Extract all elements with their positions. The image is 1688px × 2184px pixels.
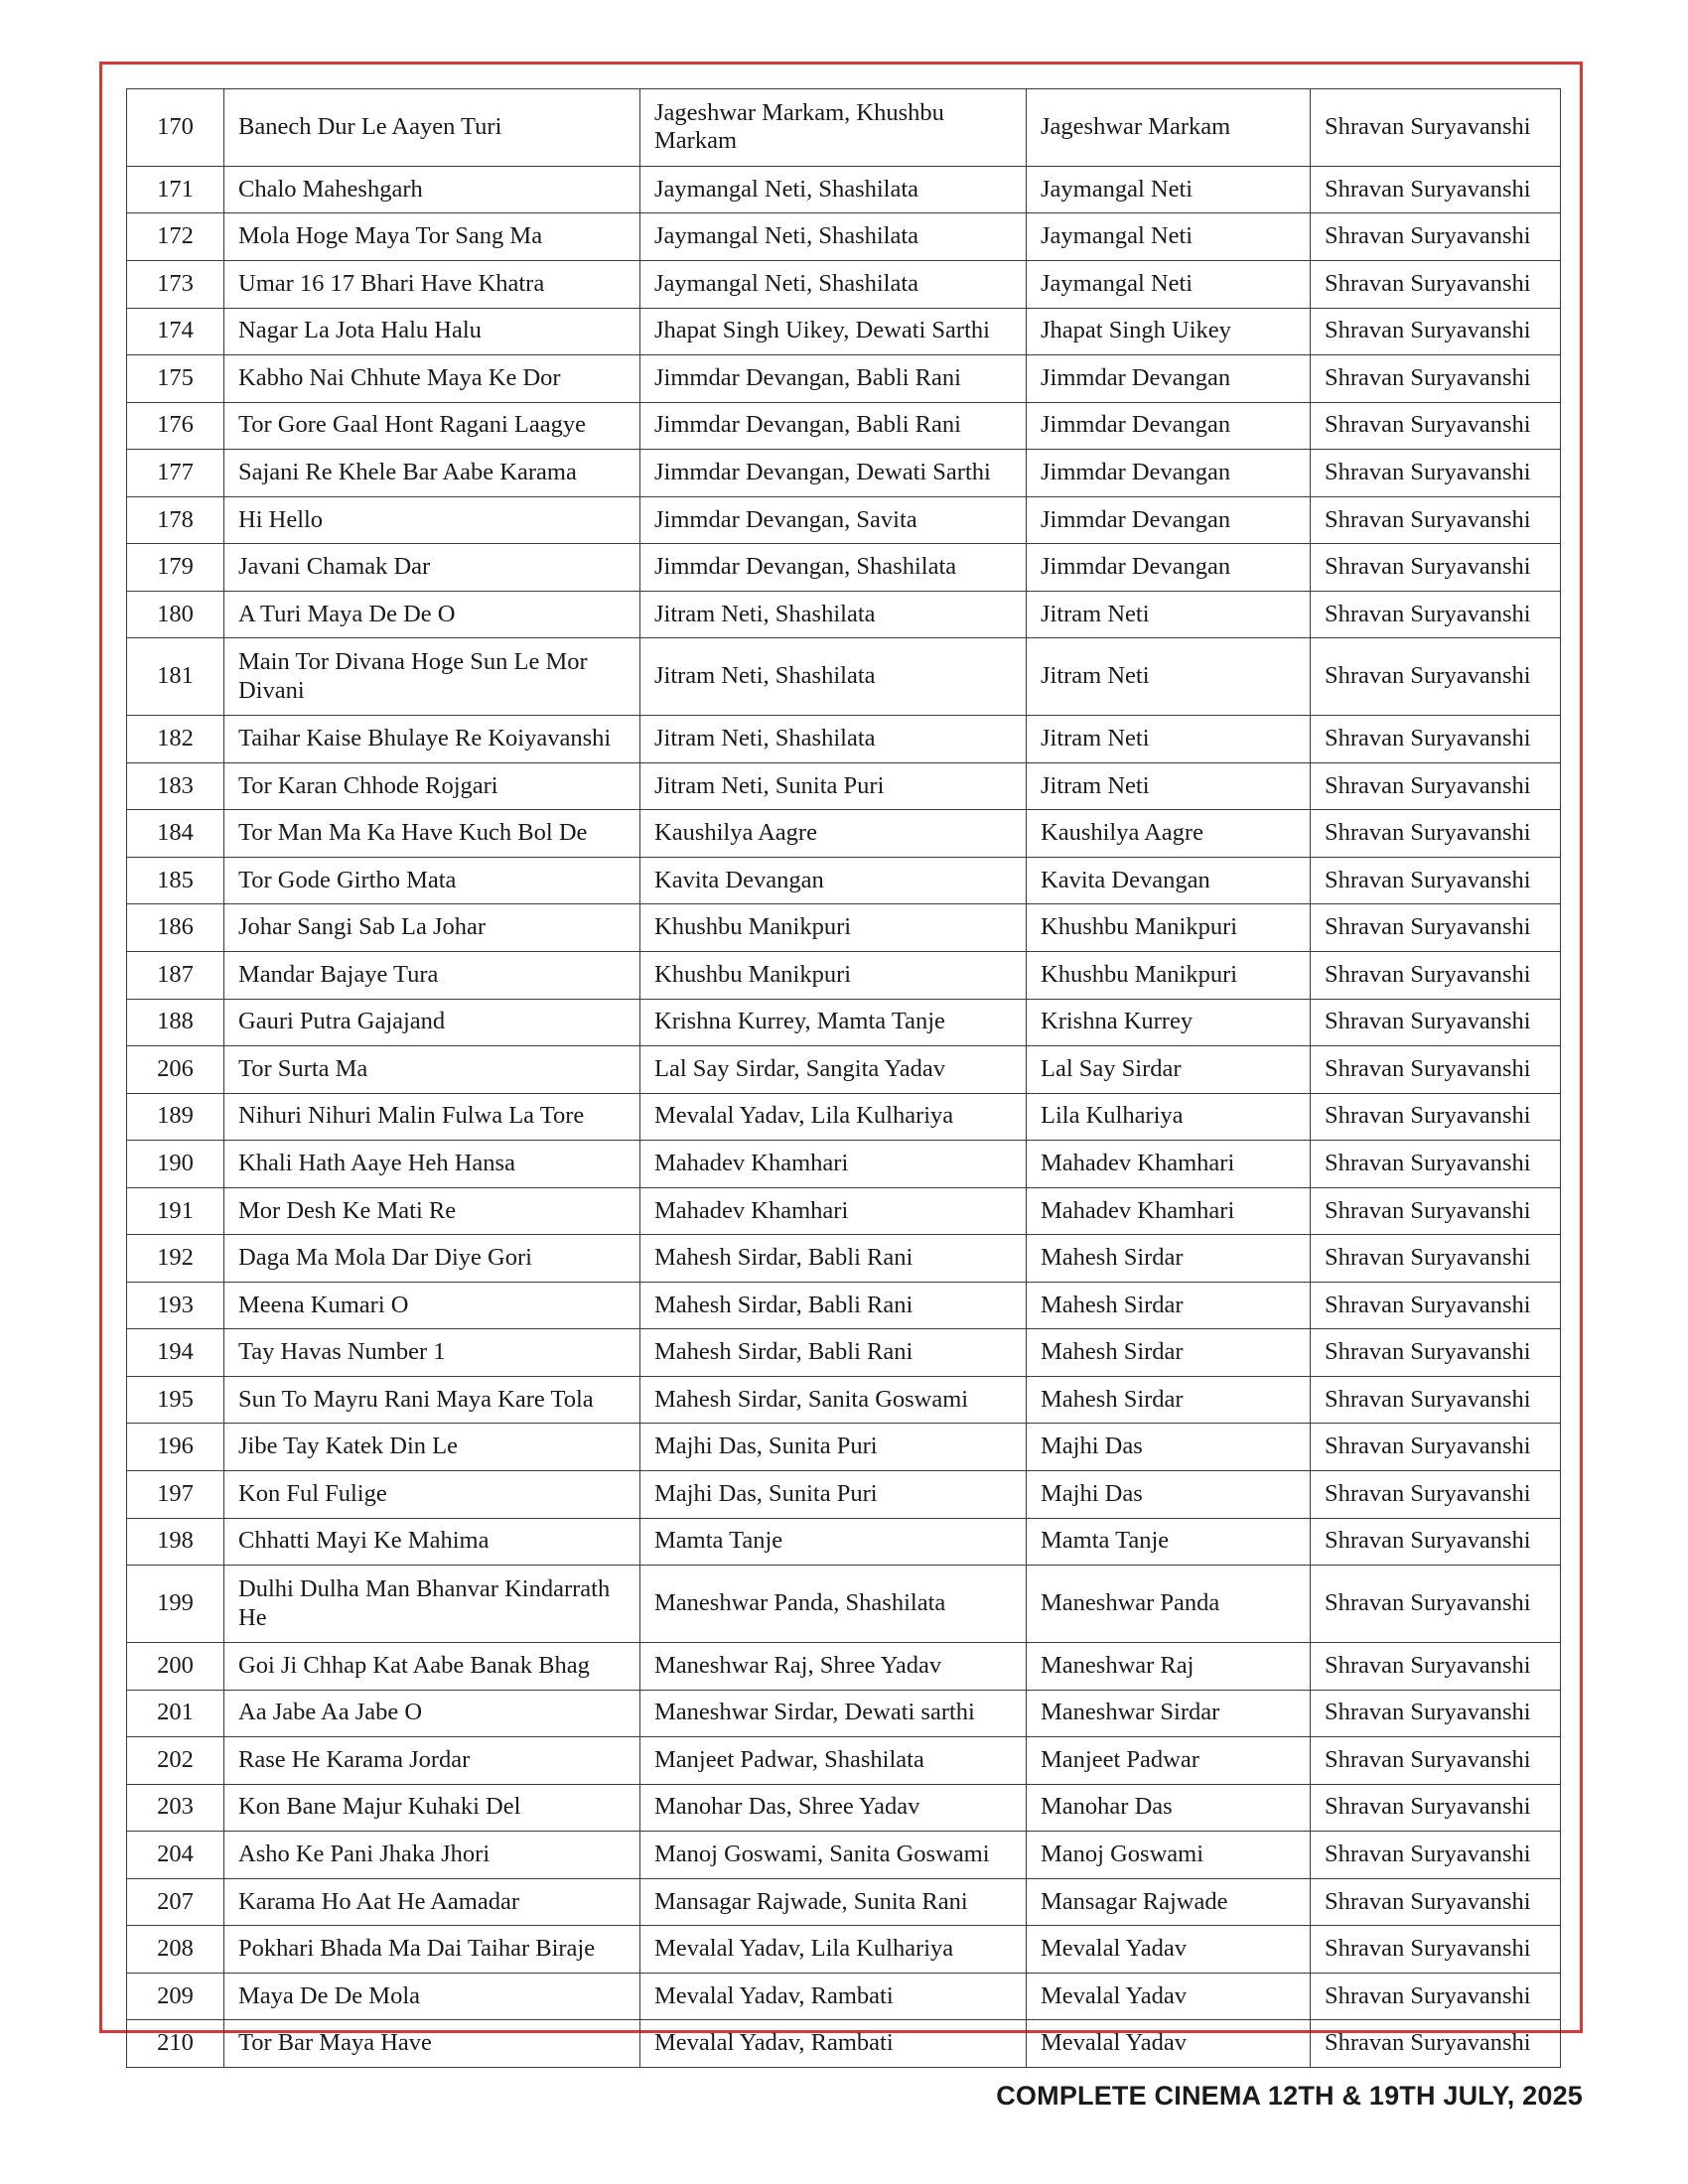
lyricist-cell: Lila Kulhariya xyxy=(1027,1093,1311,1141)
composer-cell: Shravan Suryavanshi xyxy=(1311,1329,1561,1377)
lyricist-cell: Mahadev Khamhari xyxy=(1027,1187,1311,1235)
composer-cell: Shravan Suryavanshi xyxy=(1311,951,1561,999)
composer-cell: Shravan Suryavanshi xyxy=(1311,857,1561,904)
singers-cell: Manjeet Padwar, Shashilata xyxy=(640,1737,1027,1785)
table-row xyxy=(127,1518,1561,1566)
composer-cell: Shravan Suryavanshi xyxy=(1311,762,1561,810)
composer-cell: Shravan Suryavanshi xyxy=(1311,260,1561,308)
singers-cell: Jitram Neti, Sunita Puri xyxy=(640,762,1027,810)
table-row xyxy=(127,1566,1561,1643)
table-row xyxy=(127,166,1561,213)
composer-cell: Shravan Suryavanshi xyxy=(1311,999,1561,1046)
song-number-cell: 195 xyxy=(127,1376,224,1424)
song-number-cell: 200 xyxy=(127,1642,224,1690)
song-number-cell: 206 xyxy=(127,1046,224,1094)
song-number-cell: 210 xyxy=(127,2020,224,2068)
song-title-cell: A Turi Maya De De O xyxy=(224,591,640,638)
song-title-cell: Umar 16 17 Bhari Have Khatra xyxy=(224,260,640,308)
composer-cell: Shravan Suryavanshi xyxy=(1311,1376,1561,1424)
song-number-cell: 171 xyxy=(127,166,224,213)
singers-cell: Jitram Neti, Shashilata xyxy=(640,638,1027,716)
table-row xyxy=(127,1376,1561,1424)
singers-cell: Majhi Das, Sunita Puri xyxy=(640,1424,1027,1471)
lyricist-cell: Krishna Kurrey xyxy=(1027,999,1311,1046)
song-title-cell: Khali Hath Aaye Heh Hansa xyxy=(224,1141,640,1188)
composer-cell: Shravan Suryavanshi xyxy=(1311,1784,1561,1832)
table-row xyxy=(127,213,1561,261)
table-row xyxy=(127,450,1561,497)
song-title-cell: Jibe Tay Katek Din Le xyxy=(224,1424,640,1471)
table-row xyxy=(127,496,1561,544)
lyricist-cell: Jitram Neti xyxy=(1027,591,1311,638)
table-row xyxy=(127,2020,1561,2068)
lyricist-cell: Jimmdar Devangan xyxy=(1027,496,1311,544)
song-number-cell: 196 xyxy=(127,1424,224,1471)
singers-cell: Mahesh Sirdar, Sanita Goswami xyxy=(640,1376,1027,1424)
song-number-cell: 183 xyxy=(127,762,224,810)
song-number-cell: 187 xyxy=(127,951,224,999)
lyricist-cell: Mevalal Yadav xyxy=(1027,1973,1311,2020)
table-row xyxy=(127,402,1561,450)
song-number-cell: 201 xyxy=(127,1690,224,1737)
songs-table xyxy=(126,88,1561,2068)
composer-cell: Shravan Suryavanshi xyxy=(1311,1832,1561,1879)
table-row xyxy=(127,1737,1561,1785)
table-row xyxy=(127,999,1561,1046)
song-number-cell: 174 xyxy=(127,308,224,355)
singers-cell: Lal Say Sirdar, Sangita Yadav xyxy=(640,1046,1027,1094)
singers-cell: Jaymangal Neti, Shashilata xyxy=(640,260,1027,308)
singers-cell: Mahesh Sirdar, Babli Rani xyxy=(640,1235,1027,1283)
composer-cell: Shravan Suryavanshi xyxy=(1311,1878,1561,1926)
singers-cell: Mahesh Sirdar, Babli Rani xyxy=(640,1329,1027,1377)
singers-cell: Jimmdar Devangan, Babli Rani xyxy=(640,402,1027,450)
lyricist-cell: Mevalal Yadav xyxy=(1027,2020,1311,2068)
song-title-cell: Maya De De Mola xyxy=(224,1973,640,2020)
composer-cell: Shravan Suryavanshi xyxy=(1311,1235,1561,1283)
song-title-cell: Kon Ful Fulige xyxy=(224,1471,640,1519)
lyricist-cell: Mamta Tanje xyxy=(1027,1518,1311,1566)
song-title-cell: Asho Ke Pani Jhaka Jhori xyxy=(224,1832,640,1879)
table-row xyxy=(127,1187,1561,1235)
table-row xyxy=(127,1973,1561,2020)
lyricist-cell: Jaymangal Neti xyxy=(1027,166,1311,213)
song-title-cell: Kon Bane Majur Kuhaki Del xyxy=(224,1784,640,1832)
singers-cell: Mahesh Sirdar, Babli Rani xyxy=(640,1282,1027,1329)
table-row xyxy=(127,951,1561,999)
composer-cell: Shravan Suryavanshi xyxy=(1311,1737,1561,1785)
song-title-cell: Mor Desh Ke Mati Re xyxy=(224,1187,640,1235)
singers-cell: Jageshwar Markam, Khushbu Markam xyxy=(640,89,1027,167)
table-row xyxy=(127,260,1561,308)
composer-cell: Shravan Suryavanshi xyxy=(1311,1424,1561,1471)
song-title-cell: Nihuri Nihuri Malin Fulwa La Tore xyxy=(224,1093,640,1141)
song-number-cell: 176 xyxy=(127,402,224,450)
song-title-cell: Mandar Bajaye Tura xyxy=(224,951,640,999)
song-title-cell: Tor Man Ma Ka Have Kuch Bol De xyxy=(224,810,640,858)
composer-cell: Shravan Suryavanshi xyxy=(1311,1187,1561,1235)
song-title-cell: Dulhi Dulha Man Bhanvar Kindarrath He xyxy=(224,1566,640,1643)
song-number-cell: 193 xyxy=(127,1282,224,1329)
song-number-cell: 179 xyxy=(127,544,224,592)
song-number-cell: 182 xyxy=(127,716,224,763)
song-title-cell: Tor Bar Maya Have xyxy=(224,2020,640,2068)
composer-cell: Shravan Suryavanshi xyxy=(1311,1046,1561,1094)
table-row xyxy=(127,1329,1561,1377)
singers-cell: Khushbu Manikpuri xyxy=(640,951,1027,999)
song-title-cell: Karama Ho Aat He Aamadar xyxy=(224,1878,640,1926)
table-row xyxy=(127,355,1561,403)
song-title-cell: Tor Surta Ma xyxy=(224,1046,640,1094)
singers-cell: Krishna Kurrey, Mamta Tanje xyxy=(640,999,1027,1046)
table-row xyxy=(127,1926,1561,1974)
composer-cell: Shravan Suryavanshi xyxy=(1311,166,1561,213)
song-title-cell: Main Tor Divana Hoge Sun Le Mor Divani xyxy=(224,638,640,716)
lyricist-cell: Mahesh Sirdar xyxy=(1027,1376,1311,1424)
composer-cell: Shravan Suryavanshi xyxy=(1311,1141,1561,1188)
song-title-cell: Chhatti Mayi Ke Mahima xyxy=(224,1518,640,1566)
lyricist-cell: Jaymangal Neti xyxy=(1027,213,1311,261)
lyricist-cell: Jimmdar Devangan xyxy=(1027,544,1311,592)
composer-cell: Shravan Suryavanshi xyxy=(1311,904,1561,952)
table-row xyxy=(127,308,1561,355)
song-number-cell: 180 xyxy=(127,591,224,638)
song-title-cell: Johar Sangi Sab La Johar xyxy=(224,904,640,952)
song-number-cell: 186 xyxy=(127,904,224,952)
table-row xyxy=(127,1690,1561,1737)
singers-cell: Mevalal Yadav, Lila Kulhariya xyxy=(640,1926,1027,1974)
composer-cell: Shravan Suryavanshi xyxy=(1311,1093,1561,1141)
lyricist-cell: Khushbu Manikpuri xyxy=(1027,951,1311,999)
table-row xyxy=(127,1642,1561,1690)
page-frame xyxy=(99,62,1583,2057)
song-title-cell: Sajani Re Khele Bar Aabe Karama xyxy=(224,450,640,497)
singers-cell: Khushbu Manikpuri xyxy=(640,904,1027,952)
singers-cell: Majhi Das, Sunita Puri xyxy=(640,1471,1027,1519)
song-number-cell: 194 xyxy=(127,1329,224,1377)
composer-cell: Shravan Suryavanshi xyxy=(1311,89,1561,167)
song-title-cell: Hi Hello xyxy=(224,496,640,544)
composer-cell: Shravan Suryavanshi xyxy=(1311,544,1561,592)
song-number-cell: 189 xyxy=(127,1093,224,1141)
song-title-cell: Daga Ma Mola Dar Diye Gori xyxy=(224,1235,640,1283)
singers-cell: Maneshwar Raj, Shree Yadav xyxy=(640,1642,1027,1690)
song-title-cell: Gauri Putra Gajajand xyxy=(224,999,640,1046)
singers-cell: Manoj Goswami, Sanita Goswami xyxy=(640,1832,1027,1879)
composer-cell: Shravan Suryavanshi xyxy=(1311,2020,1561,2068)
song-number-cell: 177 xyxy=(127,450,224,497)
singers-cell: Jaymangal Neti, Shashilata xyxy=(640,213,1027,261)
singers-cell: Kavita Devangan xyxy=(640,857,1027,904)
song-number-cell: 184 xyxy=(127,810,224,858)
singers-cell: Mahadev Khamhari xyxy=(640,1187,1027,1235)
singers-cell: Jimmdar Devangan, Babli Rani xyxy=(640,355,1027,403)
composer-cell: Shravan Suryavanshi xyxy=(1311,1282,1561,1329)
song-title-cell: Aa Jabe Aa Jabe O xyxy=(224,1690,640,1737)
table-row xyxy=(127,1093,1561,1141)
table-row xyxy=(127,1471,1561,1519)
composer-cell: Shravan Suryavanshi xyxy=(1311,213,1561,261)
composer-cell: Shravan Suryavanshi xyxy=(1311,1566,1561,1643)
song-number-cell: 172 xyxy=(127,213,224,261)
singers-cell: Kaushilya Aagre xyxy=(640,810,1027,858)
lyricist-cell: Khushbu Manikpuri xyxy=(1027,904,1311,952)
table-row xyxy=(127,1832,1561,1879)
composer-cell: Shravan Suryavanshi xyxy=(1311,638,1561,716)
lyricist-cell: Jaymangal Neti xyxy=(1027,260,1311,308)
song-title-cell: Nagar La Jota Halu Halu xyxy=(224,308,640,355)
song-title-cell: Tor Gode Girtho Mata xyxy=(224,857,640,904)
song-number-cell: 181 xyxy=(127,638,224,716)
table-row xyxy=(127,716,1561,763)
table-row xyxy=(127,857,1561,904)
singers-cell: Jhapat Singh Uikey, Dewati Sarthi xyxy=(640,308,1027,355)
lyricist-cell: Jageshwar Markam xyxy=(1027,89,1311,167)
song-number-cell: 209 xyxy=(127,1973,224,2020)
song-title-cell: Mola Hoge Maya Tor Sang Ma xyxy=(224,213,640,261)
song-number-cell: 198 xyxy=(127,1518,224,1566)
song-title-cell: Tor Gore Gaal Hont Ragani Laagye xyxy=(224,402,640,450)
song-title-cell: Rase He Karama Jordar xyxy=(224,1737,640,1785)
song-number-cell: 170 xyxy=(127,89,224,167)
singers-cell: Jitram Neti, Shashilata xyxy=(640,716,1027,763)
lyricist-cell: Manoj Goswami xyxy=(1027,1832,1311,1879)
table-row xyxy=(127,1424,1561,1471)
song-number-cell: 207 xyxy=(127,1878,224,1926)
song-title-cell: Javani Chamak Dar xyxy=(224,544,640,592)
composer-cell: Shravan Suryavanshi xyxy=(1311,1471,1561,1519)
composer-cell: Shravan Suryavanshi xyxy=(1311,355,1561,403)
composer-cell: Shravan Suryavanshi xyxy=(1311,308,1561,355)
lyricist-cell: Mahadev Khamhari xyxy=(1027,1141,1311,1188)
lyricist-cell: Majhi Das xyxy=(1027,1424,1311,1471)
song-title-cell: Pokhari Bhada Ma Dai Taihar Biraje xyxy=(224,1926,640,1974)
lyricist-cell: Maneshwar Sirdar xyxy=(1027,1690,1311,1737)
singers-cell: Mamta Tanje xyxy=(640,1518,1027,1566)
lyricist-cell: Jitram Neti xyxy=(1027,762,1311,810)
song-number-cell: 197 xyxy=(127,1471,224,1519)
table-row xyxy=(127,591,1561,638)
song-title-cell: Goi Ji Chhap Kat Aabe Banak Bhag xyxy=(224,1642,640,1690)
song-title-cell: Tay Havas Number 1 xyxy=(224,1329,640,1377)
table-row xyxy=(127,810,1561,858)
song-title-cell: Tor Karan Chhode Rojgari xyxy=(224,762,640,810)
song-number-cell: 202 xyxy=(127,1737,224,1785)
lyricist-cell: Mahesh Sirdar xyxy=(1027,1282,1311,1329)
singers-cell: Mahadev Khamhari xyxy=(640,1141,1027,1188)
table-row xyxy=(127,1141,1561,1188)
composer-cell: Shravan Suryavanshi xyxy=(1311,1518,1561,1566)
singers-cell: Jaymangal Neti, Shashilata xyxy=(640,166,1027,213)
table-row xyxy=(127,1784,1561,1832)
song-number-cell: 199 xyxy=(127,1566,224,1643)
lyricist-cell: Jitram Neti xyxy=(1027,716,1311,763)
lyricist-cell: Mahesh Sirdar xyxy=(1027,1329,1311,1377)
singers-cell: Jimmdar Devangan, Dewati Sarthi xyxy=(640,450,1027,497)
singers-cell: Maneshwar Sirdar, Dewati sarthi xyxy=(640,1690,1027,1737)
composer-cell: Shravan Suryavanshi xyxy=(1311,810,1561,858)
song-title-cell: Taihar Kaise Bhulaye Re Koiyavanshi xyxy=(224,716,640,763)
song-number-cell: 178 xyxy=(127,496,224,544)
singers-cell: Mansagar Rajwade, Sunita Rani xyxy=(640,1878,1027,1926)
song-title-cell: Chalo Maheshgarh xyxy=(224,166,640,213)
table-row xyxy=(127,1235,1561,1283)
lyricist-cell: Manjeet Padwar xyxy=(1027,1737,1311,1785)
table-row xyxy=(127,904,1561,952)
lyricist-cell: Kavita Devangan xyxy=(1027,857,1311,904)
singers-cell: Maneshwar Panda, Shashilata xyxy=(640,1566,1027,1643)
lyricist-cell: Mansagar Rajwade xyxy=(1027,1878,1311,1926)
song-number-cell: 208 xyxy=(127,1926,224,1974)
composer-cell: Shravan Suryavanshi xyxy=(1311,1973,1561,2020)
song-number-cell: 190 xyxy=(127,1141,224,1188)
song-number-cell: 204 xyxy=(127,1832,224,1879)
lyricist-cell: Kaushilya Aagre xyxy=(1027,810,1311,858)
singers-cell: Manohar Das, Shree Yadav xyxy=(640,1784,1027,1832)
lyricist-cell: Maneshwar Panda xyxy=(1027,1566,1311,1643)
composer-cell: Shravan Suryavanshi xyxy=(1311,496,1561,544)
lyricist-cell: Jhapat Singh Uikey xyxy=(1027,308,1311,355)
table-row xyxy=(127,1046,1561,1094)
table-row xyxy=(127,762,1561,810)
lyricist-cell: Jimmdar Devangan xyxy=(1027,402,1311,450)
table-row xyxy=(127,638,1561,716)
singers-cell: Jimmdar Devangan, Shashilata xyxy=(640,544,1027,592)
composer-cell: Shravan Suryavanshi xyxy=(1311,402,1561,450)
lyricist-cell: Maneshwar Raj xyxy=(1027,1642,1311,1690)
lyricist-cell: Lal Say Sirdar xyxy=(1027,1046,1311,1094)
singers-cell: Jitram Neti, Shashilata xyxy=(640,591,1027,638)
song-number-cell: 185 xyxy=(127,857,224,904)
lyricist-cell: Jimmdar Devangan xyxy=(1027,355,1311,403)
song-title-cell: Meena Kumari O xyxy=(224,1282,640,1329)
song-number-cell: 192 xyxy=(127,1235,224,1283)
song-number-cell: 188 xyxy=(127,999,224,1046)
songs-table-body xyxy=(127,89,1561,2068)
song-number-cell: 203 xyxy=(127,1784,224,1832)
song-title-cell: Sun To Mayru Rani Maya Kare Tola xyxy=(224,1376,640,1424)
lyricist-cell: Mahesh Sirdar xyxy=(1027,1235,1311,1283)
composer-cell: Shravan Suryavanshi xyxy=(1311,1690,1561,1737)
composer-cell: Shravan Suryavanshi xyxy=(1311,1642,1561,1690)
composer-cell: Shravan Suryavanshi xyxy=(1311,1926,1561,1974)
lyricist-cell: Majhi Das xyxy=(1027,1471,1311,1519)
lyricist-cell: Manohar Das xyxy=(1027,1784,1311,1832)
singers-cell: Mevalal Yadav, Rambati xyxy=(640,1973,1027,2020)
lyricist-cell: Mevalal Yadav xyxy=(1027,1926,1311,1974)
composer-cell: Shravan Suryavanshi xyxy=(1311,716,1561,763)
singers-cell: Jimmdar Devangan, Savita xyxy=(640,496,1027,544)
table-row xyxy=(127,89,1561,167)
composer-cell: Shravan Suryavanshi xyxy=(1311,591,1561,638)
table-row xyxy=(127,1878,1561,1926)
footer-issue-line: COMPLETE CINEMA 12TH & 19TH JULY, 2025 xyxy=(996,2081,1583,2111)
lyricist-cell: Jitram Neti xyxy=(1027,638,1311,716)
singers-cell: Mevalal Yadav, Rambati xyxy=(640,2020,1027,2068)
song-number-cell: 175 xyxy=(127,355,224,403)
song-number-cell: 173 xyxy=(127,260,224,308)
lyricist-cell: Jimmdar Devangan xyxy=(1027,450,1311,497)
singers-cell: Mevalal Yadav, Lila Kulhariya xyxy=(640,1093,1027,1141)
table-row xyxy=(127,1282,1561,1329)
song-number-cell: 191 xyxy=(127,1187,224,1235)
song-title-cell: Kabho Nai Chhute Maya Ke Dor xyxy=(224,355,640,403)
table-row xyxy=(127,544,1561,592)
song-title-cell: Banech Dur Le Aayen Turi xyxy=(224,89,640,167)
composer-cell: Shravan Suryavanshi xyxy=(1311,450,1561,497)
